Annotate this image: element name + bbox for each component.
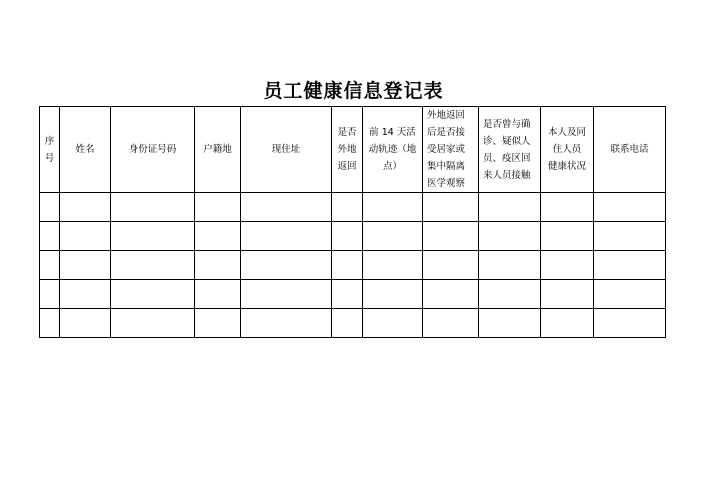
- table-cell[interactable]: [111, 193, 195, 222]
- table-cell[interactable]: [195, 222, 241, 251]
- table-row: [40, 251, 666, 280]
- table-cell[interactable]: [594, 309, 666, 338]
- table-cell[interactable]: [423, 251, 479, 280]
- col-header-household-registration: 户籍地: [195, 107, 241, 193]
- table-cell[interactable]: [479, 280, 541, 309]
- table-cell[interactable]: [241, 280, 332, 309]
- table-cell[interactable]: [363, 193, 423, 222]
- table-cell[interactable]: [594, 251, 666, 280]
- table-cell[interactable]: [60, 193, 111, 222]
- table-cell[interactable]: [332, 280, 363, 309]
- table-cell[interactable]: [332, 193, 363, 222]
- table-cell[interactable]: [332, 309, 363, 338]
- table-cell[interactable]: [363, 309, 423, 338]
- table-cell[interactable]: [195, 309, 241, 338]
- table-cell[interactable]: [111, 251, 195, 280]
- table-row: [40, 309, 666, 338]
- table-cell[interactable]: [195, 251, 241, 280]
- table-row: [40, 280, 666, 309]
- col-header-health-status: 本人及同 住人员 健康状况: [541, 107, 594, 193]
- table-cell[interactable]: [60, 222, 111, 251]
- table-cell[interactable]: [479, 222, 541, 251]
- col-header-returned-from-outside: 是否 外地 返回: [332, 107, 363, 193]
- table-cell[interactable]: [60, 309, 111, 338]
- table-cell[interactable]: [241, 222, 332, 251]
- col-header-index: 序 号: [40, 107, 60, 193]
- table-cell[interactable]: [60, 251, 111, 280]
- table-cell[interactable]: [40, 280, 60, 309]
- table-cell[interactable]: [241, 251, 332, 280]
- table-cell[interactable]: [423, 193, 479, 222]
- table-cell[interactable]: [363, 280, 423, 309]
- table-cell[interactable]: [363, 251, 423, 280]
- table-cell[interactable]: [40, 222, 60, 251]
- table-cell[interactable]: [541, 251, 594, 280]
- table-body: [40, 193, 666, 338]
- table-cell[interactable]: [541, 309, 594, 338]
- form-title: 员工健康信息登记表: [263, 80, 444, 102]
- table-cell[interactable]: [195, 280, 241, 309]
- table-cell[interactable]: [111, 309, 195, 338]
- table-cell[interactable]: [479, 193, 541, 222]
- col-header-name: 姓名: [60, 107, 111, 193]
- table-cell[interactable]: [60, 280, 111, 309]
- table-row: [40, 193, 666, 222]
- table-cell[interactable]: [363, 222, 423, 251]
- table-cell[interactable]: [541, 280, 594, 309]
- col-header-id-number: 身份证号码: [111, 107, 195, 193]
- col-header-quarantine-observation: 外地返回 后是否接 受居家或 集中隔离 医学观察: [423, 107, 479, 193]
- table-cell[interactable]: [195, 193, 241, 222]
- table-row: [40, 222, 666, 251]
- table-cell[interactable]: [479, 251, 541, 280]
- table-cell[interactable]: [594, 193, 666, 222]
- table-cell[interactable]: [423, 280, 479, 309]
- table-cell[interactable]: [241, 193, 332, 222]
- col-header-14-day-trajectory: 前 14 天活 动轨迹（地 点）: [363, 107, 423, 193]
- table-cell[interactable]: [423, 309, 479, 338]
- table-cell[interactable]: [111, 280, 195, 309]
- table-cell[interactable]: [332, 251, 363, 280]
- table-cell[interactable]: [40, 251, 60, 280]
- col-header-current-address: 现住址: [241, 107, 332, 193]
- table-cell[interactable]: [594, 280, 666, 309]
- table-cell[interactable]: [40, 309, 60, 338]
- col-header-phone: 联系电话: [594, 107, 666, 193]
- table-cell[interactable]: [541, 193, 594, 222]
- registration-table: [39, 106, 666, 338]
- col-header-contact-history: 是否曾与确 诊、疑似人 员、疫区回 来人员接触: [479, 107, 541, 193]
- header-row: [40, 107, 666, 193]
- table-cell[interactable]: [479, 309, 541, 338]
- table-cell[interactable]: [111, 222, 195, 251]
- table-cell[interactable]: [594, 222, 666, 251]
- table-cell[interactable]: [423, 222, 479, 251]
- table-cell[interactable]: [241, 309, 332, 338]
- table-cell[interactable]: [40, 193, 60, 222]
- table-cell[interactable]: [541, 222, 594, 251]
- table-cell[interactable]: [332, 222, 363, 251]
